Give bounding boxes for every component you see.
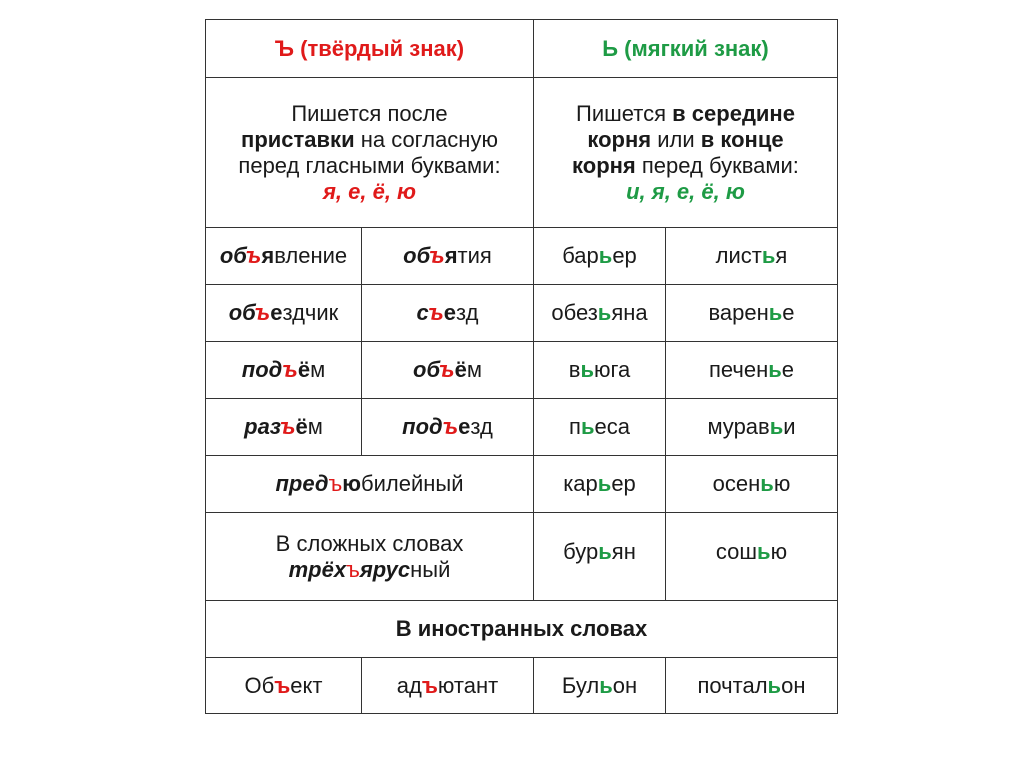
table-row — [206, 456, 838, 513]
word-part: п — [569, 414, 581, 439]
sign-letter: ъ — [429, 243, 445, 268]
word-cell — [534, 513, 666, 601]
compound-words-label: В сложных словах — [275, 530, 464, 556]
word-part: об — [413, 357, 439, 382]
word-part: еса — [594, 414, 630, 439]
word-part: е — [781, 357, 795, 382]
word-part: е — [270, 300, 283, 325]
sign-letter: ь — [767, 672, 782, 698]
rule-soft-line3-rest: перед буквами: — [635, 152, 799, 178]
word-part: ер — [611, 471, 636, 496]
sign-letter: ь — [768, 357, 782, 382]
table-row — [206, 228, 838, 285]
word-cell — [362, 285, 534, 342]
word-part: мурав — [707, 414, 770, 439]
word-part: и — [783, 414, 796, 439]
sign-letter: ь — [599, 672, 613, 698]
word-cell — [362, 342, 534, 399]
sign-letter: ь — [598, 539, 612, 564]
rule-hard-line1: Пишется после — [291, 100, 448, 126]
sign-letter: ъ — [245, 243, 262, 268]
word-part: почтал — [697, 672, 768, 698]
word-part: об — [228, 300, 255, 325]
rule-hard-letters: я, е, ё, ю — [322, 178, 417, 204]
word-part: м — [310, 357, 326, 382]
sign-letter: ь — [769, 414, 784, 439]
word-part: он — [781, 672, 806, 698]
word-part: зд — [470, 414, 493, 439]
word-part: сош — [715, 539, 758, 564]
word-cell — [666, 456, 838, 513]
word-part: бар — [562, 243, 599, 268]
word-part: ё — [297, 357, 311, 382]
word-part: м — [307, 414, 323, 439]
word-part: об — [219, 243, 246, 268]
word-part: в — [568, 357, 581, 382]
word-part: вление — [274, 243, 348, 268]
word-cell — [666, 399, 838, 456]
word-part: варен — [708, 300, 769, 325]
word-cell — [666, 513, 838, 601]
word-cell — [206, 456, 534, 513]
word-cell — [534, 228, 666, 285]
sign-letter: ь — [757, 539, 771, 564]
rule-hard-sign — [206, 78, 534, 228]
word-cell — [362, 228, 534, 285]
word-part: я — [775, 243, 788, 268]
word-part: яна — [611, 300, 648, 325]
word-cell — [206, 285, 362, 342]
rule-hard-line2-rest: на согласную — [354, 126, 498, 152]
word-part: здчик — [282, 300, 339, 325]
word-cell — [362, 658, 534, 714]
sign-letter: ь — [761, 243, 776, 268]
rule-soft-bold-end: в конце — [700, 126, 784, 152]
word-cell — [206, 342, 362, 399]
hard-soft-sign-table — [205, 19, 838, 714]
word-part: ю — [773, 471, 791, 496]
sign-letter: ь — [598, 243, 613, 268]
word-part: ян — [611, 539, 636, 564]
word-cell — [534, 399, 666, 456]
table-row — [206, 285, 838, 342]
sign-letter: ъ — [442, 414, 459, 439]
word-part: под — [241, 357, 283, 382]
word-part: обез — [551, 300, 598, 325]
word-part: ю — [342, 471, 361, 496]
table-row — [206, 399, 838, 456]
word-part: ер — [612, 243, 637, 268]
word-part: ё — [295, 414, 308, 439]
rule-soft-bold-root2: корня — [572, 152, 636, 178]
sign-letter: ъ — [421, 672, 438, 698]
sign-letter: ъ — [439, 357, 455, 382]
rule-soft-line1: Пишется — [576, 100, 673, 126]
rule-soft-letters: и, я, е, ё, ю — [626, 178, 745, 204]
compound-words-cell — [206, 513, 534, 601]
word-part: юга — [593, 357, 631, 382]
sign-letter: ъ — [346, 556, 360, 582]
word-part: е — [782, 300, 795, 325]
word-cell — [666, 342, 838, 399]
word-part: ад — [396, 672, 422, 698]
word-cell — [206, 658, 362, 714]
word-part: под — [402, 414, 443, 439]
word-part: ярус — [359, 556, 411, 582]
word-part: он — [612, 672, 638, 698]
header-hard-sign: Ъ (твёрдый знак) — [206, 20, 534, 78]
sign-letter: ъ — [279, 414, 296, 439]
sign-letter: ь — [760, 471, 774, 496]
word-cell — [666, 658, 838, 714]
foreign-words-header: В иностранных словах — [206, 601, 838, 658]
sign-letter: ъ — [428, 300, 444, 325]
word-cell — [666, 228, 838, 285]
word-part: об — [403, 243, 430, 268]
word-part: я — [261, 243, 275, 268]
table-row — [206, 342, 838, 399]
sign-letter: ь — [768, 300, 783, 325]
sign-letter: ъ — [328, 471, 343, 496]
word-cell — [206, 228, 362, 285]
table-row — [206, 658, 838, 714]
word-cell — [534, 285, 666, 342]
table-row — [206, 513, 838, 601]
word-part: билейный — [361, 471, 464, 496]
word-part: с — [416, 300, 429, 325]
word-part: бур — [563, 539, 599, 564]
header-soft-sign: Ь (мягкий знак) — [534, 20, 838, 78]
word-cell — [206, 399, 362, 456]
word-part: ект — [290, 672, 323, 698]
word-part: Бул — [561, 672, 600, 698]
word-part: е — [458, 414, 471, 439]
rule-soft-bold-root: корня — [587, 126, 652, 152]
word-cell — [534, 658, 666, 714]
sign-letter: ь — [597, 300, 612, 325]
sign-letter: ь — [580, 414, 595, 439]
word-part: я — [444, 243, 458, 268]
rule-soft-bold-middle: в середине — [672, 100, 795, 126]
sign-letter: ъ — [254, 300, 271, 325]
sign-letter: ъ — [274, 672, 291, 698]
word-part: ё — [454, 357, 467, 382]
word-part: м — [466, 357, 482, 382]
sign-letter: ь — [580, 357, 594, 382]
word-part: ный — [410, 556, 451, 582]
word-part: ютант — [437, 672, 499, 698]
word-part: кар — [563, 471, 598, 496]
sign-letter: ъ — [282, 357, 298, 382]
rule-hard-line3: перед гласными буквами: — [238, 152, 501, 178]
word-cell — [362, 399, 534, 456]
word-part: осен — [712, 471, 761, 496]
word-cell — [666, 285, 838, 342]
rule-soft-line2-mid: или — [651, 126, 701, 152]
word-part: раз — [244, 414, 280, 439]
word-part: пред — [275, 471, 329, 496]
rule-hard-bold-prefix: приставки — [241, 126, 355, 152]
word-part: печен — [708, 357, 769, 382]
word-part: лист — [715, 243, 762, 268]
word-cell — [534, 342, 666, 399]
word-part: Об — [244, 672, 275, 698]
word-part: зд — [456, 300, 479, 325]
rule-soft-sign — [534, 78, 838, 228]
word-part: тия — [457, 243, 492, 268]
word-part: е — [443, 300, 457, 325]
word-part: ю — [770, 539, 788, 564]
word-part: трёх — [288, 556, 347, 582]
word-cell — [534, 456, 666, 513]
sign-letter: ь — [597, 471, 612, 496]
